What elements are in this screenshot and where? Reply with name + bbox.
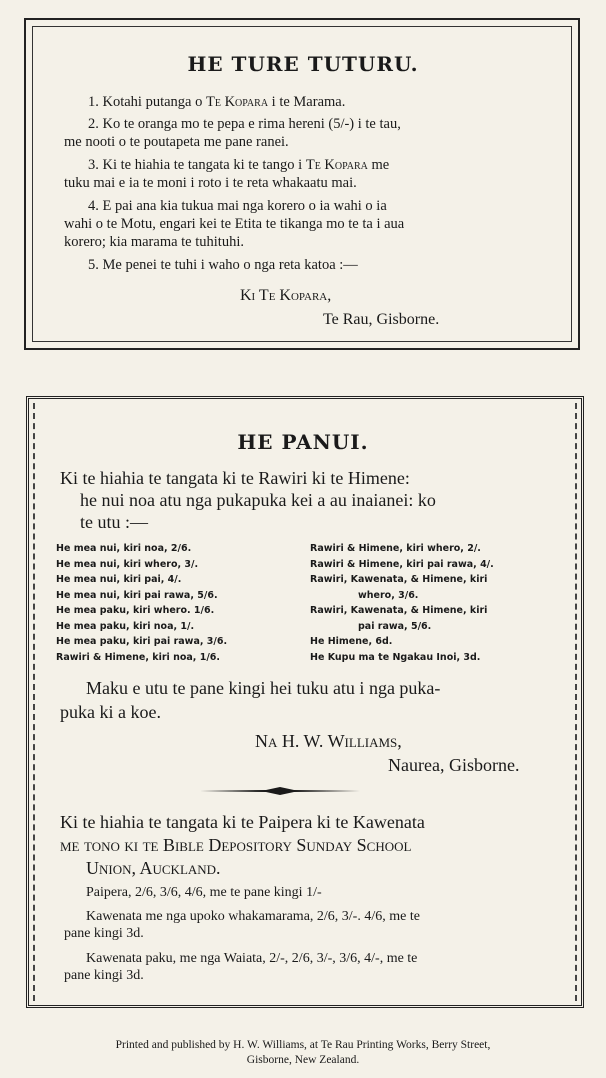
list-item: He Himene, 6d. <box>310 636 393 647</box>
footer-line-2: Gisborne, New Zealand. <box>246 1054 360 1066</box>
list-item: He mea paku, kiri pai rawa, 3/6. <box>56 636 228 647</box>
rule-1 <box>88 93 345 111</box>
list-item: He mea nui, kiri pai rawa, 5/6. <box>56 589 218 601</box>
list-item: Rawiri & Himene, kiri whero, 2/. <box>310 543 481 554</box>
rule-3-num: 3. <box>88 157 99 173</box>
rule-4-line-3: korero; kia marama te tuhituhi. <box>64 234 244 250</box>
price-kawenata-paku-line-2: pane kingi 3d. <box>64 968 144 983</box>
list-item: He mea paku, kiri whero. 1/6. <box>56 605 215 616</box>
paipera-line-1: Ki te hiahia te tangata ki te Paipera ki te Kawenata <box>60 812 425 832</box>
rule-1-pre: Kotahi putanga o <box>102 94 206 110</box>
rule-1-post: i te Marama. <box>268 94 346 110</box>
list-item: Rawiri & Himene, kiri noa, 1/6. <box>56 651 221 663</box>
rule-4-num: 4. <box>88 198 99 214</box>
rule-3-pre: Ki te hiahia te tangata ki te tango i <box>102 157 306 173</box>
rule-5 <box>88 256 358 274</box>
maku-line-2: puka ki a koe. <box>60 702 161 722</box>
list-item: whero, 3/6. <box>358 589 419 601</box>
rule-3-line-1 <box>88 156 389 174</box>
price-list-right <box>310 541 494 665</box>
price-paipera: Paipera, 2/6, 3/6, 4/6, me te pane kingi 1/- <box>86 885 322 900</box>
list-item: He mea paku, kiri noa, 1/. <box>56 620 195 632</box>
notice-intro-line-1: Ki te hiahia te tangata ki te Rawiri ki te Himene: <box>60 468 410 488</box>
rule-3-sc: Te Kopara <box>305 157 368 173</box>
rule-1-num: 1. <box>88 94 99 110</box>
list-item: He Kupu ma te Ngakau Inoi, 3d. <box>310 651 481 663</box>
rule-2-line-1 <box>88 115 401 133</box>
price-kawenata-paku-line-1: Kawenata paku, me nga Waiata, 2/-, 2/6, 3/-, 3/6, 4/-, me te <box>86 951 418 966</box>
list-item: pai rawa, 5/6. <box>358 620 432 632</box>
list-item: He mea nui, kiri pai, 4/. <box>56 574 182 585</box>
notice-intro-line-2: he nui noa atu nga pukapuka kei a au inaianei: ko <box>80 490 436 510</box>
rules-address-place: Te Rau, Gisborne. <box>323 311 440 328</box>
notice-intro-line-3: te utu :— <box>80 512 148 532</box>
price-list-left <box>56 541 227 665</box>
rule-4-line-2: wahi o te Motu, engari kei te Etita te tikanga mo te ta i aua <box>64 216 405 232</box>
list-item: Rawiri, Kawenata, & Himene, kiri <box>310 605 488 616</box>
ornamental-divider <box>200 787 360 795</box>
rules-title: HE TURE TUTURU. <box>187 52 419 76</box>
rule-2-line-2: me nooti o te poutapeta me pane ranei. <box>64 134 289 150</box>
maku-line-1: Maku e utu te pane kingi hei tuku atu i nga puka- <box>86 678 441 698</box>
rules-address-to-text: Ki Te Kopara, <box>240 287 332 304</box>
list-item: Rawiri & Himene, kiri pai rawa, 4/. <box>310 558 494 570</box>
list-item: He mea nui, kiri whero, 3/. <box>56 558 199 570</box>
paipera-line-3: Union, Auckland. <box>86 858 221 878</box>
rule-3-line-2: tuku mai e ia te moni i roto i te reta whakaatu mai. <box>64 175 357 191</box>
rule-4-text-1: E pai ana kia tukua mai nga korero o ia wahi o ia <box>102 198 387 214</box>
price-kawenata-line-2: pane kingi 3d. <box>64 926 144 941</box>
rule-2-num: 2. <box>88 116 99 132</box>
rule-5-text: Me penei te tuhi i waho o nga reta katoa :— <box>102 257 358 273</box>
rule-2-text-1: Ko te oranga mo te pepa e rima hereni (5/-) i te tau, <box>102 116 401 132</box>
footer-line-1: Printed and published by H. W. Williams, at Te Rau Printing Works, Berry Street, <box>115 1039 491 1051</box>
rules-address-to <box>240 287 331 305</box>
list-item: Rawiri, Kawenata, & Himene, kiri <box>310 574 488 585</box>
rule-4-line-1 <box>88 197 387 215</box>
rule-3-post: me <box>367 157 390 173</box>
signature-place: Naurea, Gisborne. <box>388 755 520 775</box>
list-item: He mea nui, kiri noa, 2/6. <box>56 543 192 554</box>
signature-name: Na H. W. Williams, <box>255 731 402 751</box>
price-kawenata-line-1: Kawenata me nga upoko whakamarama, 2/6, 3/-. 4/6, me te <box>86 909 420 924</box>
paipera-line-2: me tono ki te Bible Depository Sunday School <box>60 835 412 855</box>
rule-1-sc: Te Kopara <box>206 94 269 110</box>
notice-title: HE PANUI. <box>237 430 369 454</box>
rule-5-num: 5. <box>88 257 99 273</box>
